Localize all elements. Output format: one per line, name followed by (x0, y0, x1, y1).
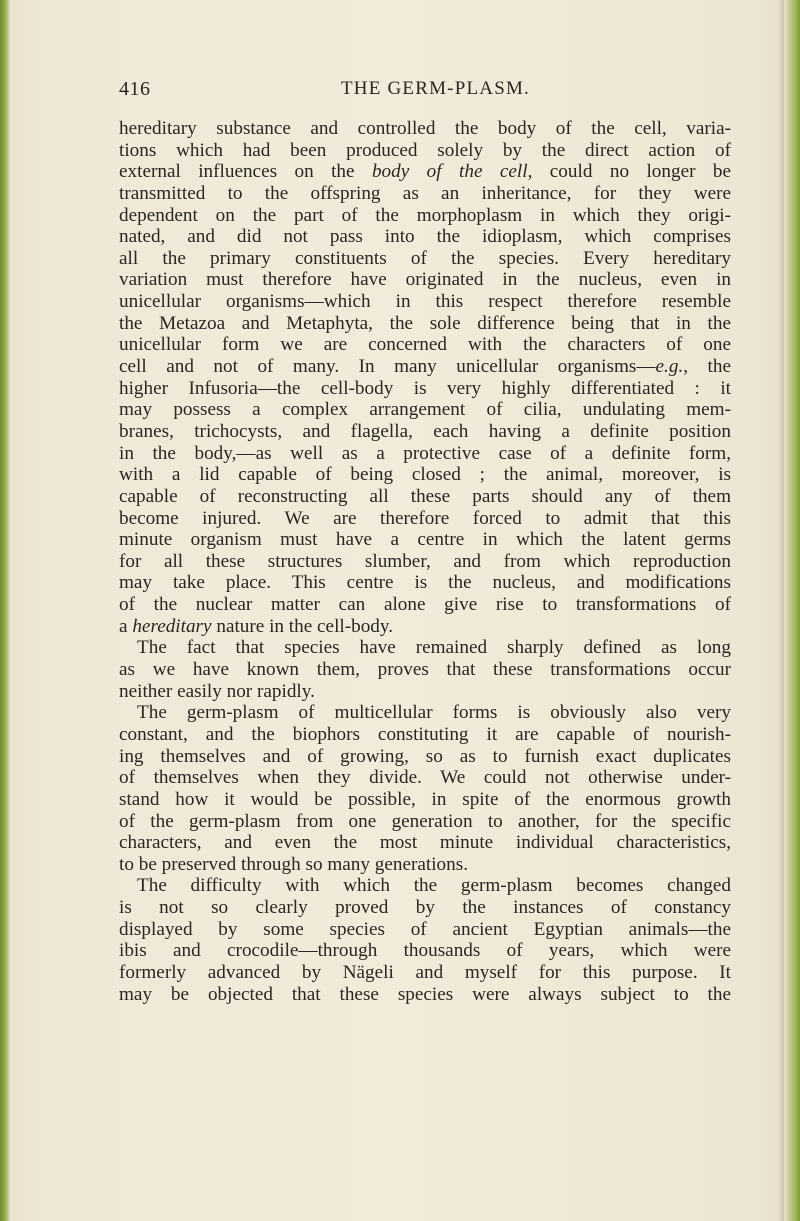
text-line: characters, and even the most minute individual characteristics, (119, 832, 731, 854)
italic-phrase: e.g. (655, 356, 684, 378)
text-line: the Metazoa and Metaphyta, the sole difference being that in the (119, 312, 731, 334)
italic-phrase: body of the cell (371, 161, 528, 183)
text-segment: cell and not of many. In many unicellular organisms— (119, 356, 656, 378)
text-line: of the germ-plasm from one generation to another, for the specific (119, 810, 731, 832)
text-line: dependent on the part of the morphoplasm in which they origi- (119, 204, 731, 226)
text-line: transmitted to the offspring as an inheritance, for they were (119, 182, 731, 204)
text-line: capable of reconstructing all these parts should any of them (119, 485, 731, 507)
text-line: is not so clearly proved by the instances of constancy (119, 897, 731, 919)
text-line: unicellular form we are concerned with the characters of one (119, 334, 731, 356)
text-line: become injured. We are therefore forced to admit that this (119, 507, 731, 529)
text-line: variation must therefore have originated in the nucleus, even in (119, 269, 731, 291)
text-line: with a lid capable of being closed ; the animal, moreover, is (119, 464, 731, 486)
text-line: hereditary substance and controlled the body of the cell, varia- (119, 118, 731, 139)
text-line: tions which had been produced solely by the direct action of (119, 139, 731, 161)
page-number: 416 (119, 78, 151, 100)
text-segment: nature in the cell-body. (216, 615, 394, 637)
text-line: of themselves when they divide. We could not otherwise under- (119, 767, 731, 789)
text-line (119, 616, 731, 638)
left-binding-edge (0, 0, 10, 1221)
text-line: ing themselves and of growing, so as to furnish exact duplicates (119, 745, 731, 767)
text-line: all the primary constituents of the species. Every hereditary (119, 247, 731, 269)
text-line: The germ-plasm of multicellular forms is obviously also very (137, 702, 731, 724)
text-segment: , the (683, 356, 731, 378)
text-line: for all these structures slumber, and from which reproduction (119, 550, 731, 572)
text-line (119, 161, 731, 183)
text-line: The difficulty with which the germ-plasm becomes changed (137, 875, 731, 897)
text-line: ibis and crocodile—through thousands of years, which were (119, 940, 731, 962)
text-line: of the nuclear matter can alone give rise to transformations of (119, 594, 731, 616)
text-line: higher Infusoria—the cell-body is very highly differentiated : it (119, 377, 731, 399)
running-head: THE GERM-PLASM. (341, 78, 531, 99)
text-line: to be preserved through so many generations. (119, 853, 469, 875)
text-line: unicellular organisms—which in this respect therefore resemble (119, 291, 731, 313)
text-line: as we have known them, proves that these transformations occur (119, 659, 731, 681)
text-line: in the body,—as well as a protective case of a definite form, (119, 442, 731, 464)
text-line: may possess a complex arrangement of cilia, undulating mem- (119, 399, 731, 421)
text-line: may be objected that these species were always subject to the (119, 983, 731, 1005)
body-text (119, 118, 731, 1005)
text-line: may take place. This centre is the nucleus, and modifications (119, 572, 731, 594)
text-line: minute organism must have a centre in which the latent germs (119, 529, 731, 551)
text-segment: , could no longer be (527, 161, 732, 183)
text-line: nated, and did not pass into the idioplasm, which comprises (119, 226, 731, 248)
right-binding-edge (784, 0, 800, 1221)
text-line: stand how it would be possible, in spite of the enormous growth (119, 788, 731, 810)
text-line: formerly advanced by Nägeli and myself for this purpose. It (119, 961, 731, 983)
text-segment: external influences on the (119, 161, 355, 183)
text-line: displayed by some species of ancient Egyptian animals—the (119, 918, 731, 940)
text-line: constant, and the biophors constituting it are capable of nourish- (119, 723, 731, 745)
text-line: The fact that species have remained sharply defined as long (137, 637, 731, 659)
italic-phrase: hereditary (132, 615, 212, 637)
text-line (119, 356, 731, 378)
text-line: branes, trichocysts, and flagella, each having a definite position (119, 420, 731, 442)
text-segment: a (119, 615, 128, 637)
text-line: neither easily nor rapidly. (119, 680, 315, 702)
page-header (119, 78, 719, 104)
